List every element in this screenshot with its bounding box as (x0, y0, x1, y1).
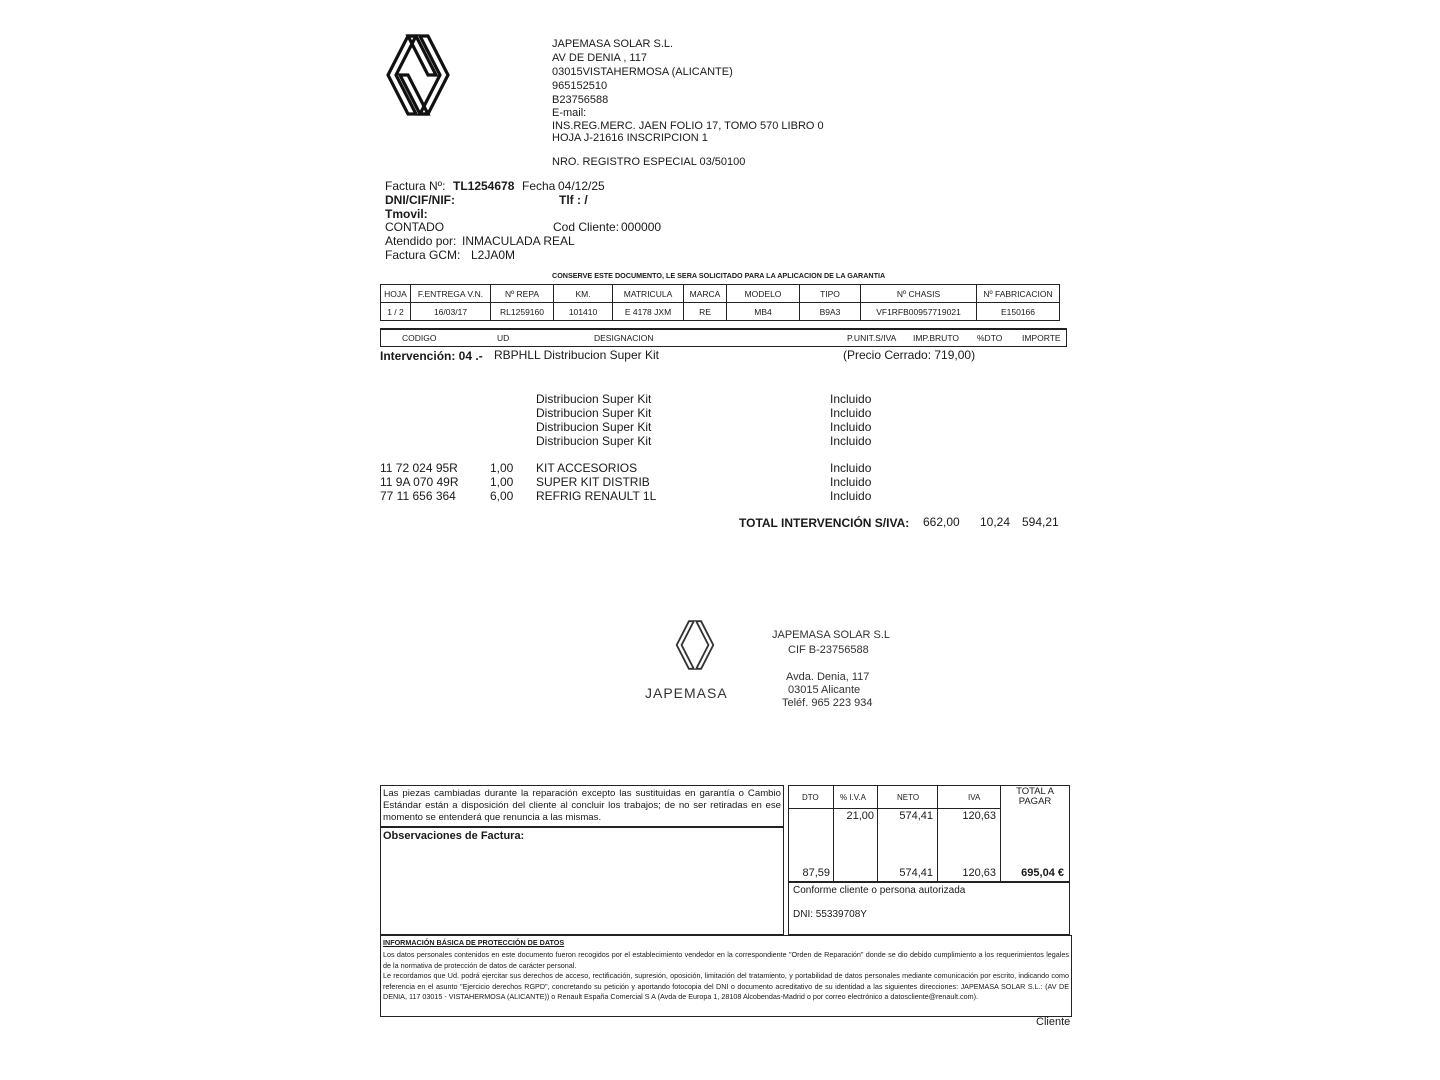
total-intervencion-label: TOTAL INTERVENCIÓN S/IVA: (739, 516, 910, 530)
th-repa: Nº REPA (491, 285, 554, 303)
part-status: Incluido (830, 489, 872, 503)
cliente-copy-label: Cliente (1036, 1016, 1071, 1028)
factura-label: Factura Nº: (385, 179, 446, 193)
part-code: 11 72 024 95R (380, 461, 458, 475)
totals-col-divider (877, 785, 878, 881)
observaciones-box (380, 827, 784, 935)
td-km: 101410 (554, 303, 613, 321)
totals-col-divider (1000, 785, 1001, 881)
tot-iva-pct: 21,00 (846, 810, 874, 822)
special-registry: NRO. REGISTRO ESPECIAL 03/50100 (552, 156, 746, 168)
total-dto: 10,24 (980, 515, 1011, 529)
part-code: 11 9A 070 49R (380, 475, 459, 489)
sub-item-desc: Distribucion Super Kit (536, 434, 652, 448)
stamp-line-5: Teléf. 965 223 934 (782, 697, 873, 709)
cod-cliente-label: Cod Cliente: (553, 220, 620, 234)
observaciones-label: Observaciones de Factura: (383, 830, 525, 842)
sub-item-status: Incluido (830, 392, 872, 406)
line-items-header (380, 328, 1067, 347)
vehicle-table-header-row (381, 285, 1060, 303)
garantia-note: CONSERVE ESTE DOCUMENTO, LE SERA SOLICITADO PARA LA APLICACION DE LA GARANTIA (552, 271, 886, 280)
td-repa: RL1259160 (491, 303, 554, 321)
stamp-line-2: CIF B-23756588 (788, 644, 869, 656)
proteccion-datos-box (380, 935, 1072, 1017)
tot-h-iva-pct: % I.V.A (840, 793, 866, 802)
th-km: KM. (554, 285, 613, 303)
intervention-label: Intervención: 04 .- (380, 349, 483, 363)
company-city: 03015VISTAHERMOSA (ALICANTE) (552, 66, 733, 78)
total-importe: 594,21 (1022, 515, 1059, 529)
cod-cliente-value: 000000 (621, 220, 662, 234)
company-phone: 965152510 (552, 80, 608, 92)
stamp-line-3: Avda. Denia, 117 (786, 671, 870, 683)
th-matricula: MATRICULA (613, 285, 684, 303)
td-tipo: B9A3 (800, 303, 861, 321)
precio-cerrado: (Precio Cerrado: 719,00) (843, 348, 976, 362)
part-status: Incluido (830, 461, 872, 475)
col-impbruto: IMP.BRUTO (913, 333, 959, 343)
company-registry-2: HOJA J-21616 INSCRIPCION 1 (552, 132, 708, 144)
proteccion-p1: Los datos personales contenidos en este documento fueron recogidos por el establecimiento vendedor en la correspondiente "Orden de Reparación" donde se dio debido cumplimiento a los requerimientos legales de la normativa de protección de datos de carácter personal. (383, 950, 1069, 970)
th-chasis: Nº CHASIS (861, 285, 977, 303)
part-code: 77 11 656 364 (380, 489, 456, 503)
sub-item-status: Incluido (830, 434, 872, 448)
tot-h-total: TOTAL A PAGAR (1016, 786, 1054, 807)
col-dto: %DTO (977, 333, 1003, 343)
part-desc: REFRIG RENAULT 1L (536, 489, 657, 503)
part-ud: 1,00 (490, 461, 514, 475)
tot-iva-2: 120,63 (962, 867, 996, 879)
th-modelo: MODELO (727, 285, 800, 303)
atendido-label: Atendido por: (385, 234, 457, 248)
sub-item-status: Incluido (830, 420, 872, 434)
tot-neto-2: 574,41 (899, 867, 933, 879)
proteccion-p2: Le recordamos que Ud. podrá ejercitar sus derechos de acceso, rectificación, supresión, oposición, limitación del tratamiento, y portabilidad de datos personales mediante comunicación por escrito, indicando como referencia en el asunto "Ejercicio derechos RGPD", concretando su petición y aportando fotocopia del DNI o documento acreditativo de su identidad a las siguientes direcciones: JAPEMASA SOLAR S.L.: (AV DE DENIA, 117 03015 - VISTAHERMOSA (ALICANTE)) o Renault España Comercial S A (Avda de Europa 1, 28108 Alcobendas-Madrid o por correo electrónico a datoscliente@renault.com). (383, 971, 1069, 1002)
company-email-label: E-mail: (552, 107, 587, 119)
total-a-pagar: 695,04 € (1021, 867, 1064, 879)
th-entrega: F.ENTREGA V.N. (411, 285, 491, 303)
proteccion-title: INFORMACIÓN BÁSICA DE PROTECCIÓN DE DATOS (383, 938, 565, 947)
sub-item-desc: Distribucion Super Kit (536, 420, 652, 434)
company-registry-1: INS.REG.MERC. JAEN FOLIO 17, TOMO 570 LIBRO 0 (552, 120, 824, 132)
th-hoja: HOJA (381, 285, 411, 303)
td-chasis: VF1RFB00957719021 (861, 303, 977, 321)
part-status: Incluido (830, 475, 872, 489)
part-desc: SUPER KIT DISTRIB (536, 475, 650, 489)
col-importe: IMPORTE (1022, 333, 1061, 343)
th-tipo: TIPO (800, 285, 861, 303)
conforme-label: Conforme cliente o persona autorizada (793, 885, 966, 896)
atendido-value: INMACULADA REAL (462, 234, 575, 248)
th-marca: MARCA (684, 285, 727, 303)
piezas-note: Las piezas cambiadas durante la reparación excepto las sustituidas en garantía o Cambio Estándar están a disposición del cliente al concluir los trabajos; de no ser retiradas en ese momento se entenderá que renuncia a las mismas. (383, 788, 781, 823)
stamp-renault-logo-icon (674, 620, 716, 670)
tot-dto: 87,59 (802, 867, 830, 879)
td-fabricacion: E150166 (977, 303, 1060, 321)
stamp-line-4: 03015 Alicante (788, 684, 861, 696)
vehicle-table (380, 284, 1060, 321)
th-fabricacion: Nº FABRICACION (977, 285, 1060, 303)
col-punit: P.UNIT.S/IVA (847, 333, 897, 343)
fecha-value: 04/12/25 (558, 179, 605, 193)
td-marca: RE (684, 303, 727, 321)
td-entrega: 16/03/17 (411, 303, 491, 321)
totals-col-divider (937, 785, 938, 881)
col-designacion: DESIGNACION (594, 333, 654, 343)
tot-h-neto: NETO (897, 793, 920, 802)
contado-label: CONTADO (385, 220, 445, 234)
part-desc: KIT ACCESORIOS (536, 461, 638, 475)
tmovil-label: Tmovil: (385, 207, 428, 221)
sub-item-status: Incluido (830, 406, 872, 420)
td-modelo: MB4 (727, 303, 800, 321)
stamp-brand: JAPEMASA (645, 685, 728, 701)
col-ud: UD (497, 333, 510, 343)
renault-logo-icon (386, 34, 450, 116)
company-address: AV DE DENIA , 117 (552, 52, 647, 64)
conforme-box (788, 881, 1070, 935)
company-cif: B23756588 (552, 94, 609, 106)
gcm-label: Factura GCM: (385, 248, 461, 262)
sub-item-desc: Distribucion Super Kit (536, 406, 652, 420)
total-bruto: 662,00 (923, 515, 960, 529)
col-codigo: CODIGO (402, 333, 437, 343)
td-hoja: 1 / 2 (381, 303, 411, 321)
dni-signature: DNI: 55339708Y (793, 909, 867, 920)
tot-iva-1: 120,63 (962, 810, 996, 822)
totals-col-divider (833, 785, 834, 881)
tlf-label: Tlf : / (559, 193, 588, 207)
part-ud: 6,00 (490, 489, 514, 503)
dni-label: DNI/CIF/NIF: (385, 193, 455, 207)
part-ud: 1,00 (490, 475, 514, 489)
tot-h-dto: DTO (802, 793, 819, 802)
gcm-value: L2JA0M (471, 248, 516, 262)
sub-item-desc: Distribucion Super Kit (536, 392, 652, 406)
intervention-name: RBPHLL Distribucion Super Kit (494, 348, 659, 362)
company-name: JAPEMASA SOLAR S.L. (552, 38, 674, 50)
stamp-line-1: JAPEMASA SOLAR S.L (772, 629, 890, 641)
factura-number: TL1254678 (453, 179, 515, 193)
td-matricula: E 4178 JXM (613, 303, 684, 321)
fecha-label: Fecha (522, 179, 556, 193)
tot-neto-1: 574,41 (899, 810, 933, 822)
vehicle-table-value-row (381, 303, 1060, 321)
tot-h-iva: IVA (968, 793, 981, 802)
piezas-note-box (380, 785, 784, 827)
